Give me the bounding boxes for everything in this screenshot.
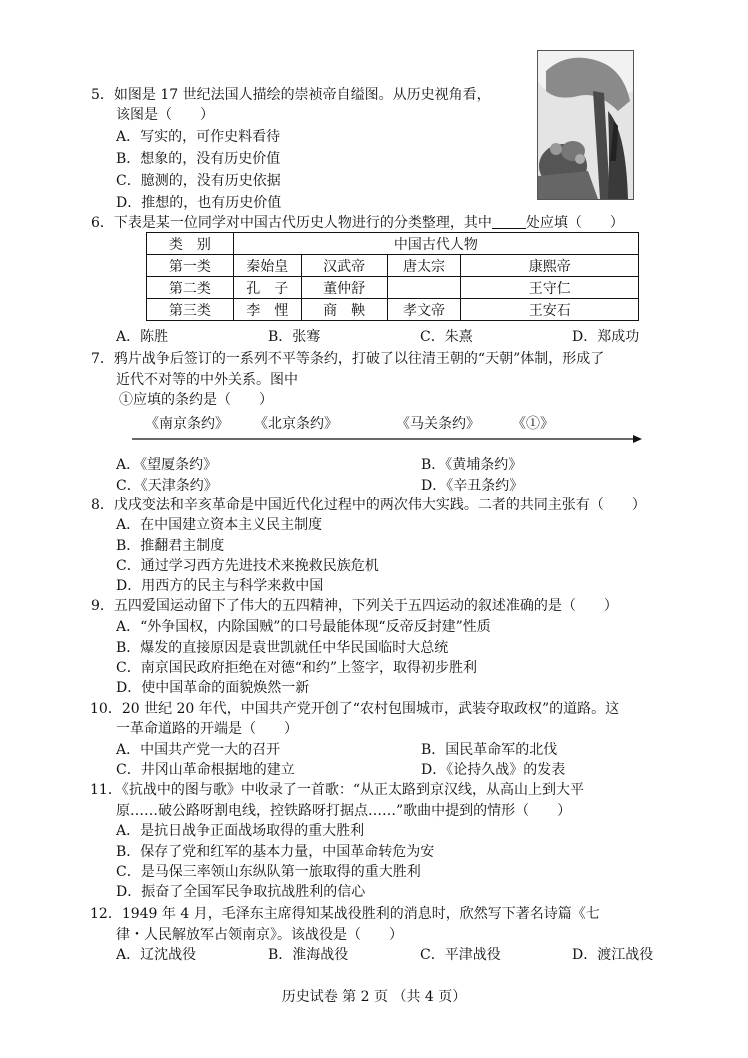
q9-option-c[interactable]: C．南京国民政府拒绝在对德“和约”上签字，取得初步胜利 <box>116 660 478 676</box>
q5-option-a[interactable]: A．写实的，可作史料看待 <box>116 129 281 145</box>
q8-option-c[interactable]: C．通过学习西方先进技术来挽救民族危机 <box>116 558 379 574</box>
q10-stem-line2: 一革命道路的开端是（ ） <box>116 721 298 737</box>
q5-option-b[interactable]: B．想象的，没有历史价值 <box>116 151 281 167</box>
q7-option-a[interactable]: A．《望厦条约》 <box>116 457 218 473</box>
table-cell: 秦始皇 <box>233 255 301 277</box>
q12-option-a[interactable]: A．辽沈战役 <box>116 947 197 963</box>
table-cell: 王安石 <box>461 299 639 321</box>
q11-stem-line2: 原……破公路呀割电线，控铁路呀打据点……”歌曲中提到的情形（ ） <box>116 803 572 819</box>
q5-option-d[interactable]: D．推想的，也有历史价值 <box>116 195 282 211</box>
header-figures: 中国古代人物 <box>233 233 638 255</box>
q6-stem-line1 <box>91 213 624 233</box>
table-cell: 汉武帝 <box>301 255 387 277</box>
q12-option-c[interactable]: C．平津战役 <box>420 947 501 963</box>
q5-stem-line2: 该图是（ ） <box>116 107 214 123</box>
table-header-row <box>147 233 639 255</box>
q6-option-c[interactable]: C．朱熹 <box>420 329 473 345</box>
q11-option-c[interactable]: C．是马保三率领山东纵队第一旅取得的重大胜利 <box>116 864 421 880</box>
table-cell: 第二类 <box>147 277 234 299</box>
q8-option-b[interactable]: B．推翻君主制度 <box>116 538 225 554</box>
q12-option-b[interactable]: B．淮海战役 <box>268 947 349 963</box>
q10-option-d[interactable]: D．《论持久战》的发表 <box>421 762 566 778</box>
table-cell: 康熙帝 <box>461 255 639 277</box>
table-cell: 李 悝 <box>233 299 301 321</box>
header-category: 类 别 <box>147 233 234 255</box>
q10-stem-line1: 10．20 世纪 20 年代，中国共产党开创了“农村包围城市，武装夺取政权”的道路。这 <box>90 701 620 717</box>
chongzhen-engraving-image <box>537 50 634 200</box>
table-row <box>147 277 639 299</box>
q12-stem-line2: 律・人民解放军占领南京》。该战役是（ ） <box>116 927 403 943</box>
q12-stem-line1: 12．1949 年 4 月，毛泽东主席得知某战役胜利的消息时，欣然写下著名诗篇《七 <box>90 906 600 922</box>
page-footer: 历史试卷 第 2 页 （共 4 页） <box>281 989 467 1005</box>
q5-option-c[interactable]: C．臆测的，没有历史依据 <box>116 173 281 189</box>
ancient-figures-table <box>146 232 639 321</box>
table-cell-blank <box>387 277 461 299</box>
q8-option-a[interactable]: A．在中国建立资本主义民主制度 <box>116 517 323 533</box>
table-cell: 孔 子 <box>233 277 301 299</box>
timeline-label-beijing: 《北京条约》 <box>254 416 338 432</box>
q11-option-a[interactable]: A．是抗日战争正面战场取得的重大胜利 <box>116 823 365 839</box>
q12-option-d[interactable]: D．渡江战役 <box>572 947 654 963</box>
q7-stem-line1: 7．鸦片战争后签订的一系列不平等条约，打破了以往清王朝的“天朝”体制，形成了 <box>91 351 605 367</box>
q9-option-b[interactable]: B．爆发的直接原因是袁世凯就任中华民国临时大总统 <box>116 640 449 656</box>
q6-blank <box>492 214 526 229</box>
q7-option-d[interactable]: D．《辛丑条约》 <box>421 478 524 494</box>
table-cell: 王守仁 <box>461 277 639 299</box>
timeline-label-blank: 《①》 <box>512 416 554 432</box>
q7-stem-line3: ①应填的条约是（ ） <box>119 392 273 408</box>
q6-stem-part1: 6．下表是某一位同学对中国古代历史人物进行的分类整理，其中 <box>91 215 492 231</box>
q6-option-d[interactable]: D．郑成功 <box>572 329 640 345</box>
table-row <box>147 255 639 277</box>
treaty-timeline <box>130 414 645 450</box>
timeline-label-nanjing: 《南京条约》 <box>145 416 229 432</box>
table-cell: 孝文帝 <box>387 299 461 321</box>
table-cell: 董仲舒 <box>301 277 387 299</box>
table-row <box>147 299 639 321</box>
q6-option-a[interactable]: A．陈胜 <box>116 329 169 345</box>
q9-stem-line1: 9．五四爱国运动留下了伟大的五四精神，下列关于五四运动的叙述准确的是（ ） <box>91 598 618 614</box>
q9-option-a[interactable]: A．“外争国权，内除国贼”的口号最能体现“反帝反封建”性质 <box>116 619 491 635</box>
table-cell: 商 鞅 <box>301 299 387 321</box>
q7-option-c[interactable]: C．《天津条约》 <box>116 478 218 494</box>
q10-option-a[interactable]: A．中国共产党一大的召开 <box>116 742 281 758</box>
q8-stem-line1: 8．戊戌变法和辛亥革命是中国近代化过程中的两次伟大实践。二者的共同主张有（ ） <box>91 497 646 513</box>
timeline-axis <box>130 414 645 450</box>
table-cell: 第三类 <box>147 299 234 321</box>
timeline-label-maguan: 《马关条约》 <box>396 416 480 432</box>
q9-option-d[interactable]: D．使中国革命的面貌焕然一新 <box>116 680 310 696</box>
table-cell: 唐太宗 <box>387 255 461 277</box>
q10-option-b[interactable]: B．国民革命军的北伐 <box>421 742 558 758</box>
q11-option-b[interactable]: B．保存了党和红军的基本力量，中国革命转危为安 <box>116 844 435 860</box>
q11-option-d[interactable]: D．振奋了全国军民争取抗战胜利的信心 <box>116 884 366 900</box>
q5-stem-line1: 5．如图是 17 世纪法国人描绘的崇祯帝自缢图。从历史视角看， <box>91 87 491 103</box>
table-cell: 第一类 <box>147 255 234 277</box>
q11-stem-line1: 11．《抗战中的图与歌》中收录了一首歌：“从正太路到京汉线，从高山上到大平 <box>90 782 584 798</box>
q6-stem-part2: 处应填（ ） <box>525 215 624 231</box>
q6-option-b[interactable]: B．张骞 <box>268 329 321 345</box>
q8-option-d[interactable]: D．用西方的民主与科学来救中国 <box>116 578 324 594</box>
q7-stem-line2: 近代不对等的中外关系。图中 <box>116 372 298 388</box>
q7-option-b[interactable]: B．《黄埔条约》 <box>421 457 523 473</box>
q10-option-c[interactable]: C．井冈山革命根据地的建立 <box>116 762 295 778</box>
